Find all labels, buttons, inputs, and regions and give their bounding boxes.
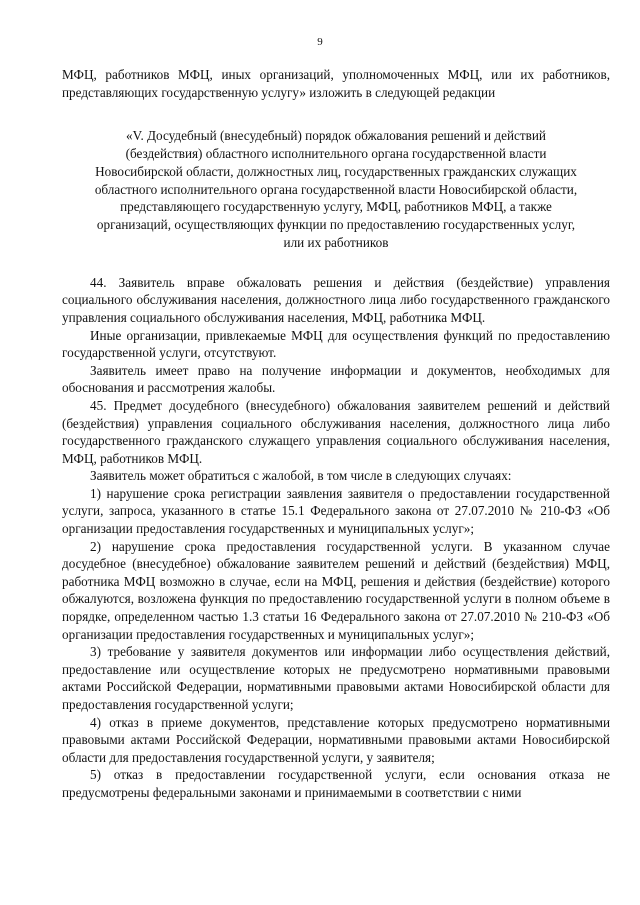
section-heading-line: «V. Досудебный (внесудебный) порядок обжалования решений и действий xyxy=(126,128,546,144)
section-heading-line: областного исполнительного органа государственной власти Новосибирской области, xyxy=(94,181,578,197)
list-item-4: 4) отказ в приеме документов, представление которых предусмотрено нормативными правовыми актами Российской Федерации, нормативными правовыми актами Новосибирской области для предоставления государственной услуги, у заявителя; xyxy=(62,714,610,765)
section-heading-line: (бездействия) областного исполнительного органа государственной власти xyxy=(125,145,547,161)
list-item-2: 2) нарушение срока предоставления государственной услуги. В указанном случае досудебное (внесудебное) обжалование заявителем решений и действий (бездействия) МФЦ, работника МФЦ возможно в случае, если на МФЦ, решения и действия (бездействие) которого обжалуются, возложена функция по предоставлению государственной услуги в полном объеме в порядке, определенном частью 1.3 статьи 16 Федерального закона от 27.07.2010 № 210-ФЗ «Об организации предоставления государственных и муниципальных услуг»; xyxy=(62,538,610,642)
paragraph-complaint-cases: Заявитель может обратиться с жалобой, в том числе в следующих случаях: xyxy=(90,468,512,484)
paragraph-44: 44. Заявитель вправе обжаловать решения и действия (бездействие) управления социального обслуживания населения, должностного лица либо государственного гражданского управления социального обслуживания населения, МФЦ, работника МФЦ. xyxy=(62,274,610,325)
paragraph-45: 45. Предмет досудебного (внесудебного) обжалования заявителем решений и действий (бездействия) управления социального обслуживания населения, должностного лица либо государственного гражданского служащего управления социального обслуживания населения, МФЦ, работников МФЦ. xyxy=(62,397,610,466)
list-item-3: 3) требование у заявителя документов или информации либо осуществления действий, предоставление или осуществление которых не предусмотрено нормативными правовыми актами Российской Федерации, нормативными правовыми актами Новосибирской области для предоставления государственной услуги; xyxy=(62,644,610,713)
list-item-5: 5) отказ в предоставлении государственной услуги, если основания отказа не предусмотрены федеральными законами и принимаемыми в соответствии с ними xyxy=(62,767,610,800)
section-heading-line: организаций, осуществляющих функции по предоставлению государственных услуг, xyxy=(96,217,576,233)
paragraph-other-organizations: Иные организации, привлекаемые МФЦ для осуществления функций по предоставлению государственной услуги, отсутствуют. xyxy=(62,327,610,361)
intro-paragraph: МФЦ, работников МФЦ, иных организаций, уполномоченных МФЦ, или их работников, представляющих государственную услугу» изложить в следующей редакции xyxy=(62,67,610,100)
section-heading-line: представляющего государственную услугу, МФЦ, работников МФЦ, а также xyxy=(120,199,552,215)
page-number: 9 xyxy=(317,36,323,48)
paragraph-right-to-information: Заявитель имеет право на получение информации и документов, необходимых для обоснования и рассмотрения жалобы. xyxy=(62,362,610,396)
section-heading-line: или их работников xyxy=(283,234,389,250)
document-body xyxy=(62,66,610,802)
section-heading-line: Новосибирской области, должностных лиц, государственных гражданских служащих xyxy=(95,163,577,179)
section-heading xyxy=(62,127,610,252)
list-item-1: 1) нарушение срока регистрации заявления заявителя о предоставлении государственной услуги, запроса, указанного в статье 15.1 Федерального закона от 27.07.2010 № 210-ФЗ «Об организации предоставления государственных и муниципальных услуг»; xyxy=(62,485,610,537)
